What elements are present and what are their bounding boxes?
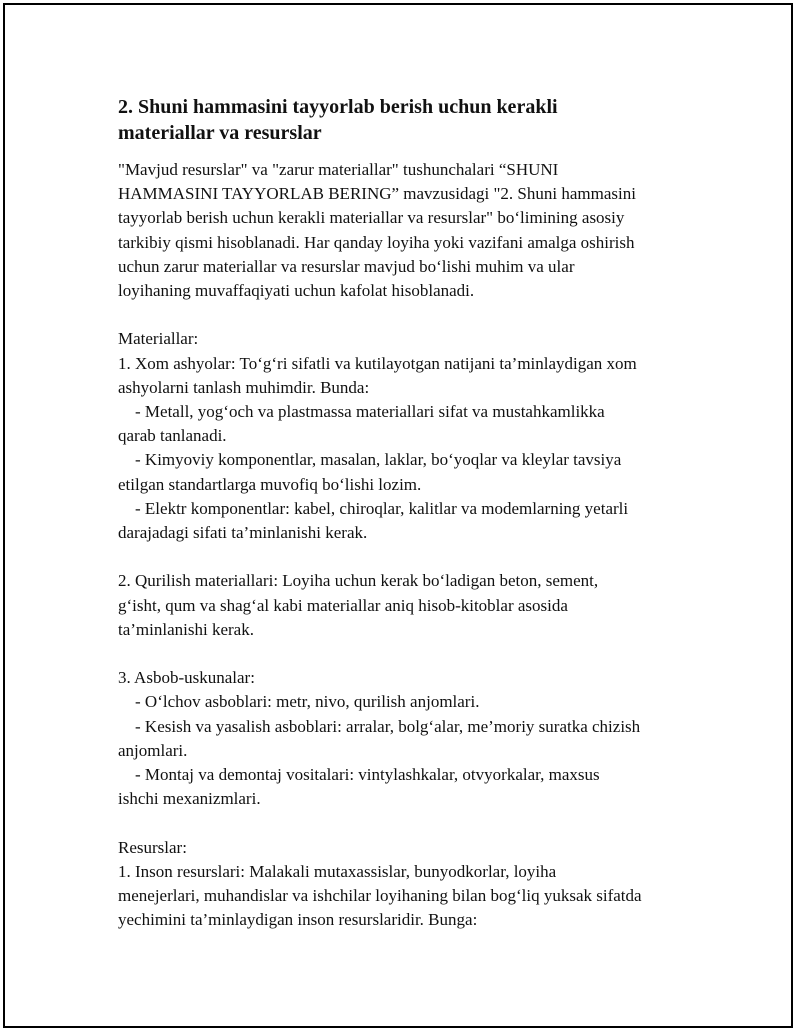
text-line: tarkibiy qismi hisoblanadi. Har qanday loyiha yoki vazifani amalga oshirish bbox=[118, 232, 635, 252]
section-heading bbox=[118, 94, 698, 146]
text-line: yechimini ta’minlaydigan inson resurslaridir. Bunga: bbox=[118, 910, 478, 930]
document-body bbox=[118, 94, 698, 932]
text-line: g‘isht, qum va shag‘al kabi materiallar aniq hisob-kitoblar asosida bbox=[118, 595, 568, 615]
blank-line bbox=[118, 811, 698, 835]
bullet-line: - Kesish va yasalish asboblari: arralar, bolg‘alar, me’moriy suratka chizish bbox=[118, 716, 641, 736]
text-line: tayyorlab berish uchun kerakli materiallar va resurslar" bo‘limining asosiy bbox=[118, 208, 625, 228]
subsection-title: Materiallar: bbox=[118, 329, 199, 349]
text-line: loyihaning muvaffaqiyati uchun kafolat hisoblanadi. bbox=[118, 281, 475, 301]
text-line: anjomlari. bbox=[118, 740, 188, 760]
text-line: darajadagi sifati ta’minlanishi kerak. bbox=[118, 523, 368, 543]
bullet-line: - O‘lchov asboblari: metr, nivo, qurilish anjomlari. bbox=[118, 692, 480, 712]
text-line: 2. Qurilish materiallari: Loyiha uchun kerak bo‘ladigan beton, sement, bbox=[118, 571, 599, 591]
text-line: 1. Inson resurslari: Malakali mutaxassislar, bunyodkorlar, loyiha bbox=[118, 861, 557, 881]
heading-line: 2. Shuni hammasini tayyorlab berish uchun kerakli bbox=[118, 96, 558, 118]
body-text bbox=[118, 158, 698, 932]
blank-line bbox=[118, 642, 698, 666]
subsection-title: Resurslar: bbox=[118, 837, 187, 857]
heading-line: materiallar va resurslar bbox=[118, 122, 322, 144]
text-line: ishchi mexanizmlari. bbox=[118, 789, 261, 809]
blank-line bbox=[118, 545, 698, 569]
text-line: "Mavjud resurslar" va "zarur materiallar" tushunchalari “SHUNI bbox=[118, 160, 559, 179]
text-line: ta’minlanishi kerak. bbox=[118, 619, 254, 639]
text-line: HAMMASINI TAYYORLAB BERING” mavzusidagi "2. Shuni hammasini bbox=[118, 184, 636, 204]
bullet-line: - Metall, yog‘och va plastmassa materiallari sifat va mustahkamlikka bbox=[118, 402, 605, 422]
blank-line bbox=[118, 303, 698, 327]
text-line: 1. Xom ashyolar: To‘g‘ri sifatli va kutilayotgan natijani ta’minlaydigan xom bbox=[118, 353, 637, 373]
text-line: etilgan standartlarga muvofiq bo‘lishi lozim. bbox=[118, 474, 422, 494]
text-line: qarab tanlanadi. bbox=[118, 426, 227, 446]
text-line: uchun zarur materiallar va resurslar mavjud bo‘lishi muhim va ular bbox=[118, 256, 575, 276]
bullet-line: - Montaj va demontaj vositalari: vintylashkalar, otvyorkalar, maxsus bbox=[118, 765, 600, 785]
text-line: ashyolarni tanlash muhimdir. Bunda: bbox=[118, 377, 370, 397]
text-line: 3. Asbob-uskunalar: bbox=[118, 668, 255, 688]
text-line: menejerlari, muhandislar va ishchilar loyihaning bilan bog‘liq yuksak sifatda bbox=[118, 886, 642, 906]
bullet-line: - Elektr komponentlar: kabel, chiroqlar, kalitlar va modemlarning yetarli bbox=[118, 498, 629, 518]
bullet-line: - Kimyoviy komponentlar, masalan, laklar, bo‘yoqlar va kleylar tavsiya bbox=[118, 450, 622, 470]
